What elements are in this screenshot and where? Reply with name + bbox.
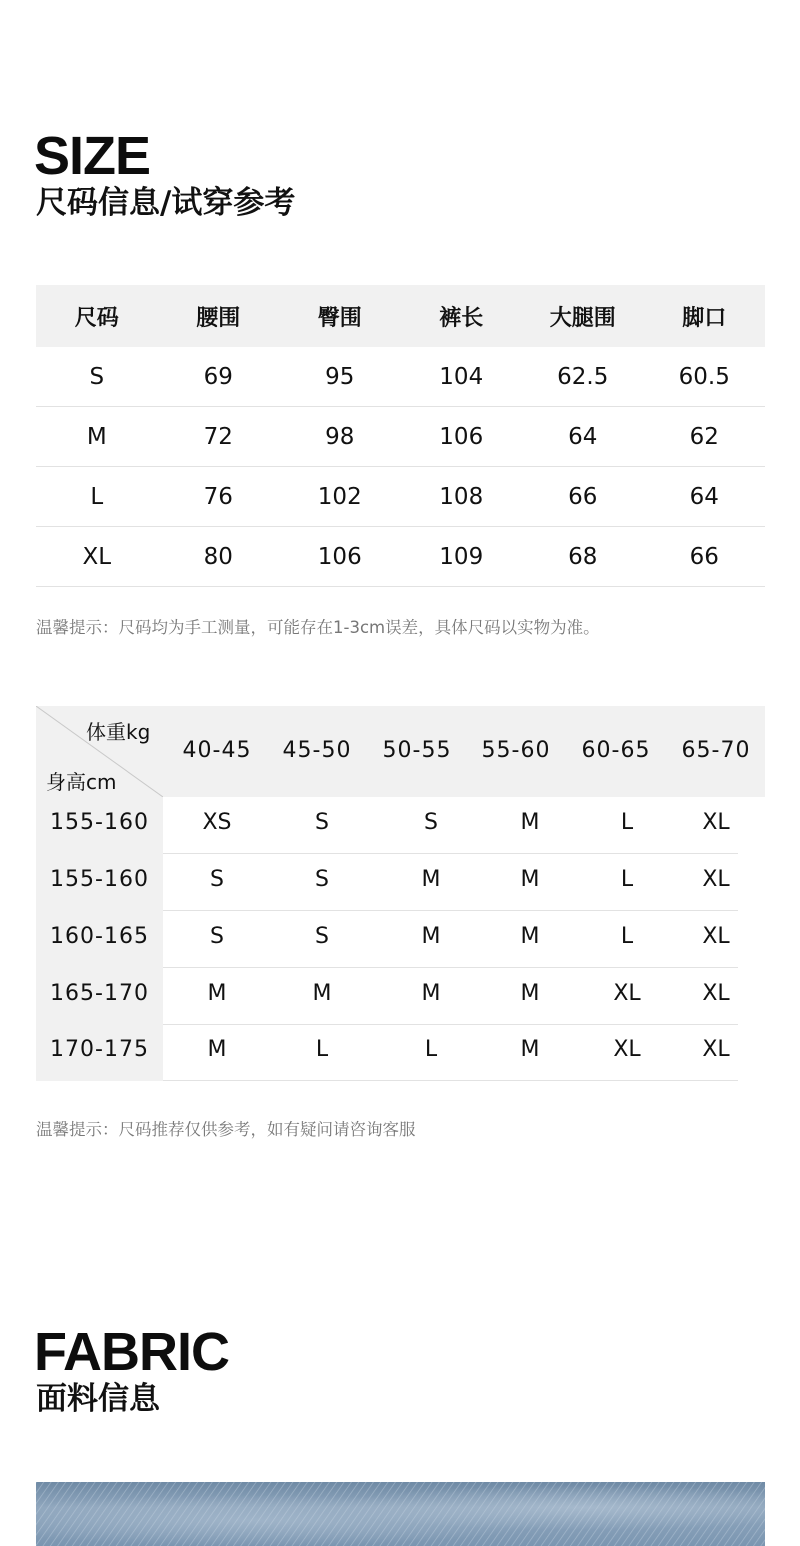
- recommended-size-cell: XL: [702, 810, 730, 835]
- recommended-size-cell: L: [620, 810, 634, 835]
- size-table-cell: 62.5: [557, 363, 609, 390]
- recommended-size-cell: M: [520, 810, 540, 835]
- recommended-size-cell: XL: [613, 981, 641, 1006]
- size-note: 温馨提示：尺码均为手工测量，可能存在1-3cm误差，具体尺码以实物为准。: [36, 618, 600, 637]
- size-table-header-cell: 臀围: [317, 305, 362, 331]
- weight-column-header: 55-60: [481, 738, 551, 763]
- size-table-cell: 66: [568, 483, 598, 510]
- size-table-cell: 106: [439, 423, 484, 450]
- size-subheading: 尺码信息/试穿参考: [36, 185, 296, 221]
- recommendation-row: [36, 968, 765, 1025]
- recommended-size-cell: XL: [702, 867, 730, 892]
- recommendation-note: 温馨提示：尺码推荐仅供参考，如有疑问请咨询客服: [36, 1120, 416, 1139]
- size-table-cell: 109: [439, 543, 484, 570]
- recommended-size-cell: S: [315, 867, 329, 892]
- recommended-size-cell: L: [315, 1037, 329, 1062]
- recommended-size-cell: S: [210, 924, 224, 949]
- size-table-cell: 80: [203, 543, 233, 570]
- recommended-size-cell: L: [620, 867, 634, 892]
- recommended-size-cell: M: [520, 924, 540, 949]
- recommendation-row: [36, 854, 765, 911]
- recommended-size-cell: S: [315, 810, 329, 835]
- height-range-cell: 155-160: [50, 810, 149, 835]
- recommended-size-cell: M: [520, 867, 540, 892]
- size-table-row: [36, 527, 765, 587]
- recommendation-row: [36, 911, 765, 968]
- recommended-size-cell: XL: [702, 1037, 730, 1062]
- weight-column-header: 65-70: [681, 738, 751, 763]
- recommended-size-cell: XS: [202, 810, 232, 835]
- fabric-heading: FABRIC: [34, 1322, 229, 1382]
- size-recommendation-table: [36, 706, 765, 1081]
- size-table-cell: 72: [203, 423, 233, 450]
- recommended-size-cell: M: [207, 1037, 227, 1062]
- size-table-cell: 98: [325, 423, 355, 450]
- height-range-cell: 165-170: [50, 981, 149, 1006]
- recommended-size-cell: M: [421, 867, 441, 892]
- height-range-cell: 155-160: [50, 867, 149, 892]
- fabric-subheading: 面料信息: [36, 1381, 160, 1417]
- recommended-size-cell: XL: [702, 924, 730, 949]
- size-table-cell: 60.5: [678, 363, 730, 390]
- size-table-cell: 106: [317, 543, 362, 570]
- size-table-cell: S: [89, 363, 105, 390]
- recommendation-row: [36, 797, 765, 854]
- size-table-cell: 69: [203, 363, 233, 390]
- size-table-cell: 102: [317, 483, 362, 510]
- size-table-row: [36, 407, 765, 467]
- denim-fabric-photo: [36, 1482, 765, 1546]
- size-table-cell: M: [86, 423, 107, 450]
- recommended-size-cell: M: [421, 981, 441, 1006]
- size-table-cell: 68: [568, 543, 598, 570]
- size-table-row: [36, 467, 765, 527]
- weight-column-header: 60-65: [581, 738, 651, 763]
- recommended-size-cell: L: [424, 1037, 438, 1062]
- recommended-size-cell: M: [520, 981, 540, 1006]
- size-table-cell: 64: [568, 423, 598, 450]
- recommended-size-cell: L: [620, 924, 634, 949]
- corner-weight-label: 体重kg: [86, 720, 151, 744]
- recommended-size-cell: XL: [613, 1037, 641, 1062]
- weight-column-header: 40-45: [182, 738, 252, 763]
- size-table-header-cell: 大腿围: [549, 305, 616, 331]
- size-table-cell: 62: [689, 423, 719, 450]
- size-table-cell: 104: [439, 363, 484, 390]
- size-table-header-cell: 裤长: [439, 305, 484, 331]
- recommended-size-cell: M: [312, 981, 332, 1006]
- recommended-size-cell: M: [520, 1037, 540, 1062]
- recommended-size-cell: M: [421, 924, 441, 949]
- height-range-cell: 170-175: [50, 1037, 149, 1062]
- recommended-size-cell: S: [424, 810, 438, 835]
- size-table-header-cell: 脚口: [682, 305, 727, 331]
- size-heading: SIZE: [34, 126, 151, 186]
- recommended-size-cell: XL: [702, 981, 730, 1006]
- size-table-cell: 76: [203, 483, 233, 510]
- weight-column-header: 50-55: [382, 738, 452, 763]
- size-table-cell: 66: [689, 543, 719, 570]
- size-table-cell: 108: [439, 483, 484, 510]
- recommendation-row: [36, 1024, 765, 1081]
- size-table-cell: XL: [82, 543, 112, 570]
- size-table-cell: L: [90, 483, 104, 510]
- size-table-header: [36, 285, 765, 347]
- size-table-header-cell: 尺码: [74, 305, 119, 331]
- row-divider: [163, 1080, 738, 1081]
- recommended-size-cell: S: [315, 924, 329, 949]
- size-table-header-cell: 腰围: [196, 305, 241, 331]
- recommended-size-cell: S: [210, 867, 224, 892]
- size-table: [36, 285, 765, 587]
- size-table-cell: 95: [325, 363, 355, 390]
- recommended-size-cell: M: [207, 981, 227, 1006]
- size-table-row: [36, 347, 765, 407]
- height-range-cell: 160-165: [50, 924, 149, 949]
- weight-column-header: 45-50: [282, 738, 352, 763]
- size-table-cell: 64: [689, 483, 719, 510]
- corner-height-label: 身高cm: [46, 770, 117, 794]
